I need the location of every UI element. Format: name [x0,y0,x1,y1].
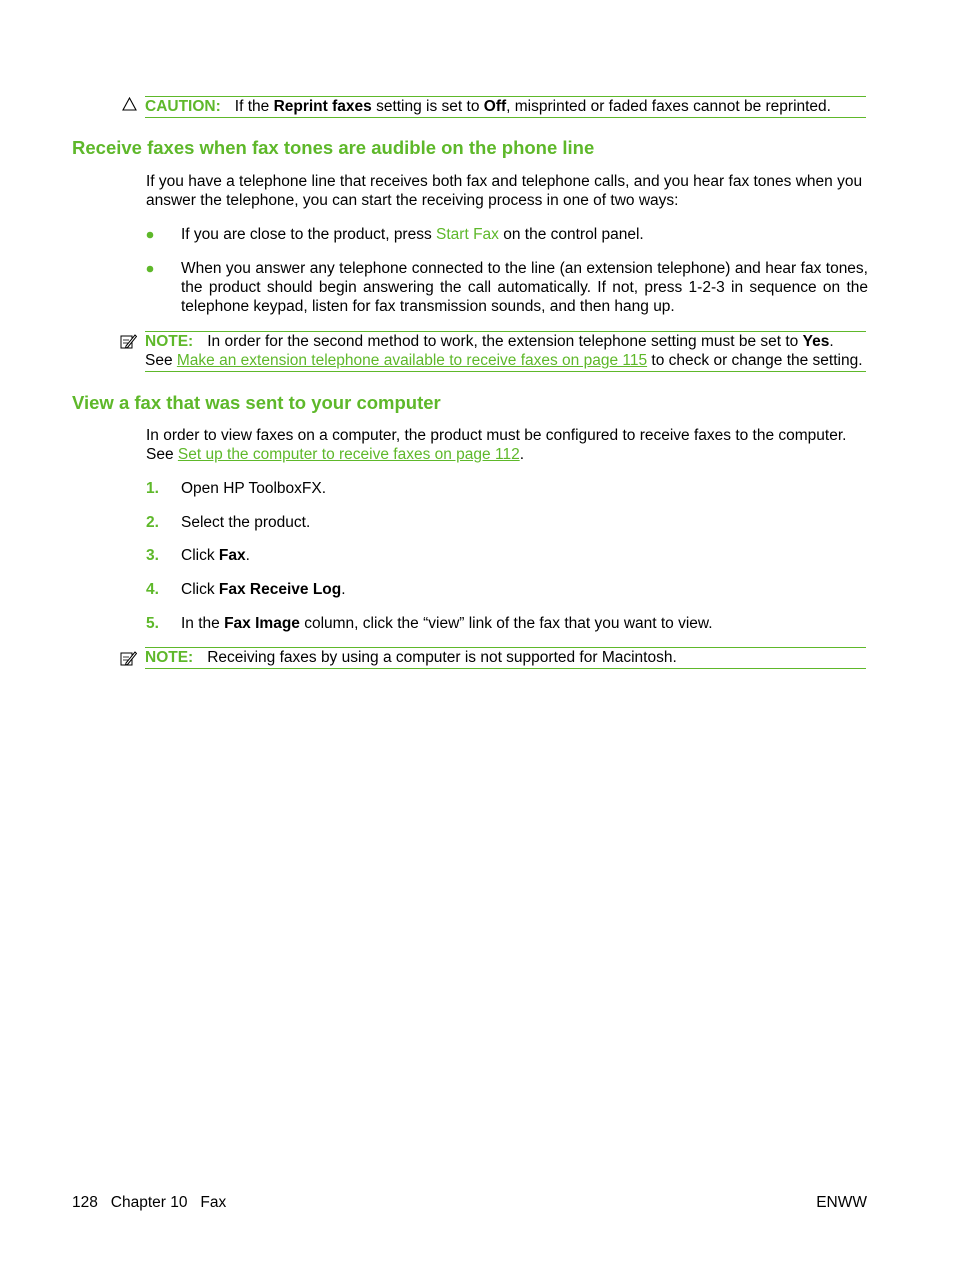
bullet-dot-icon [146,265,154,273]
bullet-dot-icon [146,231,154,239]
note-pencil-icon [120,333,137,350]
note-callout: NOTE: Receiving faxes by using a computer is not supported for Macintosh. [145,647,866,669]
note-label: NOTE: [145,649,194,666]
footer-locale: ENWW [816,1194,867,1211]
note-pencil-icon [120,650,137,667]
note-callout: NOTE: In order for the second method to work, the extension telephone setting must be set to Yes. See Make an extension telephone available to receive faxes on page 115 to check or change the setting. [145,331,866,372]
extension-telephone-link[interactable]: Make an extension telephone available to receive faxes on page 115 [176,352,648,369]
reprint-faxes-setting: Reprint faxes [273,98,372,115]
caution-triangle-icon [122,97,137,111]
section1-intro: If you have a telephone line that receives both fax and telephone calls, and you hear fax tones when you answer the telephone, you can start the receiving process in one of two ways: [146,173,863,209]
setup-computer-link[interactable]: Set up the computer to receive faxes on page 112 [177,446,520,463]
caution-callout: CAUTION: If the Reprint faxes setting is set to Off, misprinted or faded faxes cannot be reprinted. [145,96,866,118]
section-heading-receive-faxes: Receive faxes when fax tones are audible on the phone line [72,137,595,158]
section-heading-view-fax: View a fax that was sent to your computer [72,392,441,413]
section2-intro: In order to view faxes on a computer, the product must be configured to receive faxes to the computer. See Set up the computer to receive faxes on page 112. [146,427,847,463]
off-value: Off [483,98,507,115]
caution-label: CAUTION: [145,98,221,115]
note-label: NOTE: [145,333,194,350]
footer-page-chapter: 128 Chapter 10 Fax [72,1194,227,1211]
start-fax-button-name: Start Fax [436,226,499,243]
